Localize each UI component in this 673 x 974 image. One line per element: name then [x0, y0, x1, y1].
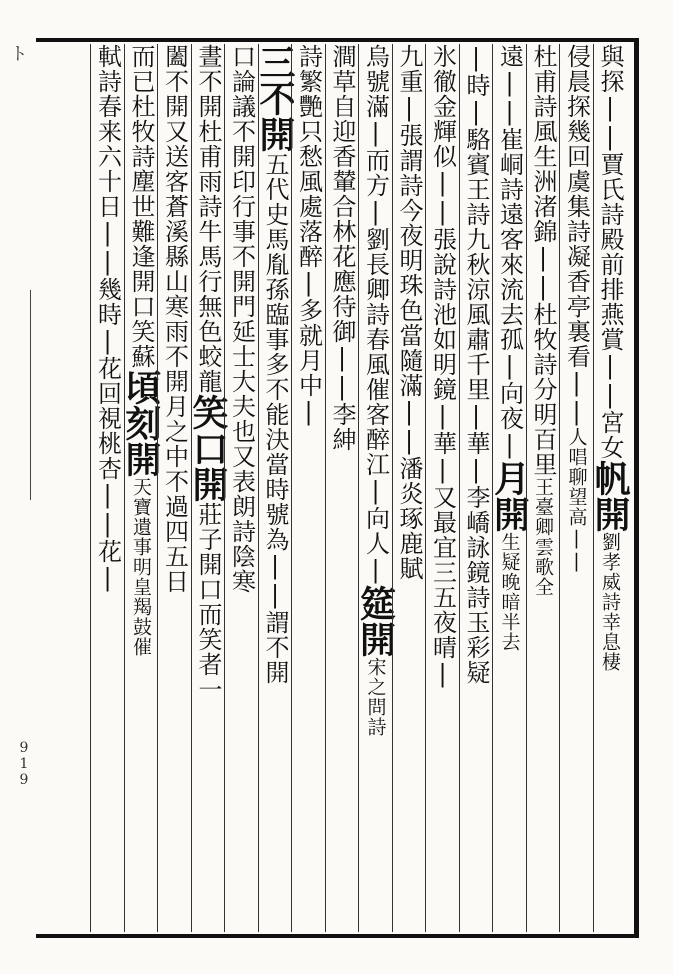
text-column [120, 44, 162, 932]
text-column [224, 44, 258, 932]
text-column [526, 44, 560, 932]
text-segment: |時|駱賓王詩九秋涼風肅千里|華|李嶠詠鏡詩玉彩疑 [462, 44, 490, 685]
text-segment: 莊子開口而笑者一 [194, 502, 222, 702]
margin-mark: ト [7, 44, 28, 62]
text-segment: 詩繁艷只愁風處落醉|多就月中| [294, 44, 323, 427]
entry-heading: 帆開 [589, 460, 631, 532]
text-column [425, 44, 459, 932]
text-segment: 侵晨探幾回虞集詩凝香亭裏看|| [562, 44, 591, 427]
text-segment: 與探||賈氏詩殿前排燕賞||宮女 [596, 44, 624, 460]
text-segment: 人唱聊望高|| [565, 427, 588, 573]
entry-heading: 頃刻開 [120, 369, 162, 477]
text-segment: 天寶遺事明皇羯鼓催 [130, 477, 152, 657]
text-segment: 遠||崔峒詩遠客來流去孤|向夜| [495, 44, 524, 460]
text-column [559, 44, 593, 932]
edge-tab [0, 290, 31, 500]
text-segment: 闔不開又送客蒼溪縣山寒雨不開 [160, 44, 189, 394]
entry-heading: 笑口開 [187, 394, 229, 502]
text-segment: 劉孝威詩幸息棲 [599, 532, 621, 672]
text-segment: 月之中不過四五日 [160, 394, 189, 594]
text-segment: 花回視桃杏||花| [93, 356, 122, 593]
text-columns [52, 44, 631, 932]
text-segment: 晝不開杜甫雨詩牛馬行無色蛟龍 [194, 44, 222, 394]
text-column [459, 44, 493, 932]
entry-heading: 月開 [488, 460, 531, 532]
text-segment: 王臺卿雲歌全 [532, 477, 554, 597]
text-column [325, 44, 359, 932]
text-column [90, 44, 124, 932]
text-segment: 軾詩春来六十日||幾時| [93, 44, 122, 356]
folio-number: 919 [16, 740, 32, 788]
text-segment: 五代史馬胤孫臨事多不能決當時號為||謂不開 [261, 152, 289, 685]
text-segment: 口論議不開印行事不開門延士大夫也又表朗詩陰寒 [227, 44, 256, 594]
text-column [488, 44, 531, 932]
entry-heading: 筵開 [354, 585, 397, 657]
text-column [589, 44, 631, 932]
text-column [354, 44, 397, 932]
text-column [157, 44, 191, 932]
text-segment: 九重|張謂詩今夜明珠色當隨滿||潘炎琢鹿賦 [395, 44, 423, 581]
entry-heading: 三不開 [254, 44, 296, 152]
text-segment: 生疑晚暗半去 [498, 532, 521, 652]
text-column [254, 44, 296, 932]
text-segment: 杜甫詩風生洲渚錦||杜牧詩分明百里 [529, 44, 557, 477]
text-segment: 烏號滿|而方|劉長卿詩春風催客醉江|向人| [361, 44, 390, 585]
text-segment: 宋之問詩 [364, 657, 387, 737]
text-column [392, 44, 426, 932]
text-segment: 氷徹金輝似||張說詩池如明鏡|華|又最宜三五夜晴| [428, 44, 457, 689]
text-segment: 澗草自迎香輦合林花應待御||李紳 [328, 44, 356, 452]
text-segment: 而已杜牧詩塵世難逢開口笑蘇 [127, 44, 155, 369]
text-column [187, 44, 229, 932]
text-column [291, 44, 325, 932]
